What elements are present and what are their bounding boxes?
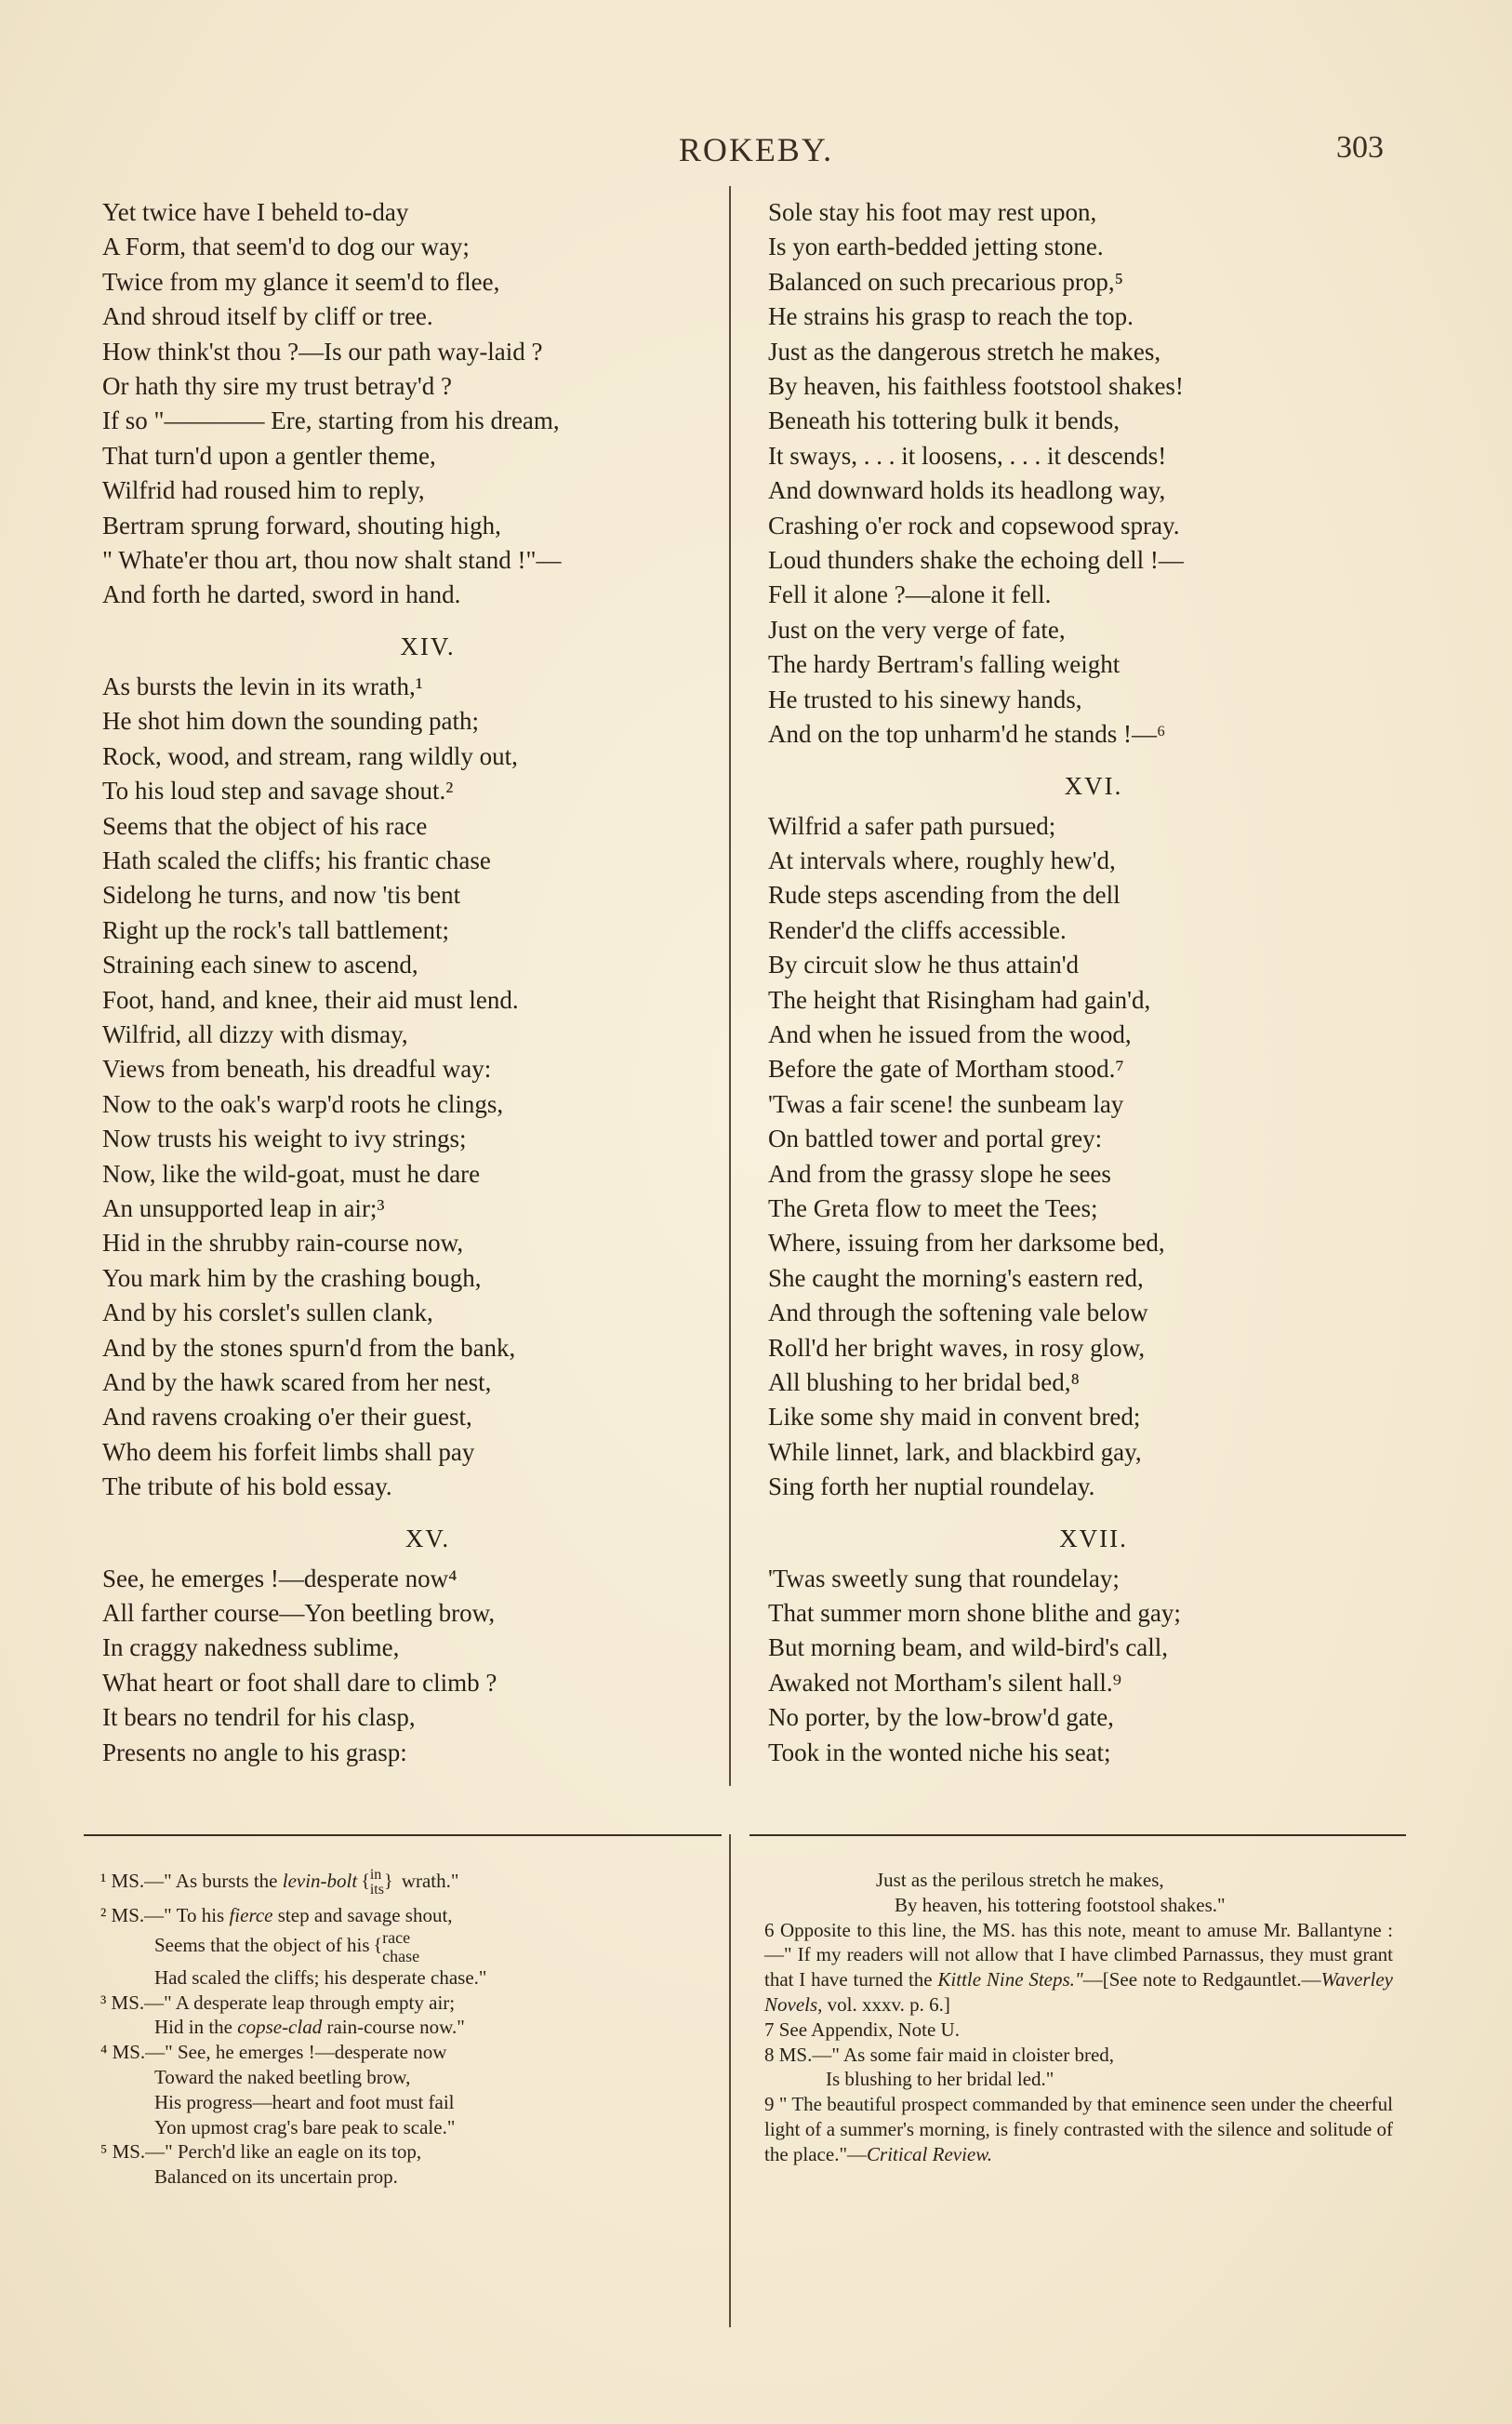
verse-line: Before the gate of Mortham stood.⁷ <box>768 1055 1124 1084</box>
verse-line: Balanced on such precarious prop,⁵ <box>768 267 1124 296</box>
verse-line: On battled tower and portal grey: <box>768 1125 1103 1153</box>
footnote-column-divider <box>729 1834 731 2327</box>
footnote-8: 8 MS.—" As some fair maid in cloister bred, <box>764 2043 1115 2066</box>
running-title: ROKEBY. <box>678 131 834 168</box>
verse-line: The height that Risingham had gain'd, <box>768 985 1151 1014</box>
opening-lines <box>102 195 753 613</box>
verse-line: Render'd the cliffs accessible. <box>768 915 1067 944</box>
verse-line: That summer morn shone blithe and gay; <box>768 1599 1181 1628</box>
verse-line: And from the grassy slope he sees <box>768 1159 1111 1188</box>
footnote-9: 9 " The beautiful prospect commanded by that eminence seen under the cheerful light of a summer's morning, is finely contrasted with the silence and solitude of the place."—Critical Review. <box>764 2093 1393 2165</box>
footnote-4-line-3: His progress—heart and foot must fail <box>154 2090 455 2113</box>
verse-line: Wilfrid a safer path pursued; <box>768 811 1056 840</box>
verse-line: Just on the very verge of fate, <box>768 615 1066 644</box>
verse-line: By heaven, his faithless footstool shakes! <box>768 372 1184 401</box>
verse-line: 'Twas sweetly sung that roundelay; <box>768 1564 1120 1592</box>
verse-line: Roll'd her bright waves, in rosy glow, <box>768 1333 1146 1362</box>
verse-line: How think'st thou ?—Is our path way-laid ? <box>102 337 543 366</box>
verse-line: Presents no angle to his grasp: <box>102 1738 407 1766</box>
verse-line: Or hath thy sire my trust betray'd ? <box>102 372 453 401</box>
verse-line: Right up the rock's tall battlement; <box>102 915 450 944</box>
verse-line: Sole stay his foot may rest upon, <box>768 198 1097 226</box>
verse-line: Took in the wonted niche his seat; <box>768 1738 1111 1766</box>
verse-line: Wilfrid had roused him to reply, <box>102 476 425 505</box>
footnote-2: ² MS.—" To his fierce step and savage shout, <box>100 1904 453 1926</box>
verse-line: And ravens croaking o'er their guest, <box>102 1403 472 1432</box>
footnote-rule-left <box>84 1834 722 1836</box>
footnote-2-line-3: Had scaled the cliffs; his desperate chase." <box>154 1965 487 1989</box>
stanza-heading-xv: XV. <box>405 1524 451 1552</box>
verse-line: You mark him by the crashing bough, <box>102 1263 482 1292</box>
verse-line: A Form, that seem'd to dog our way; <box>102 233 470 261</box>
stanza-xvii <box>768 1562 1419 1770</box>
verse-line: Now to the oak's warp'd roots he clings, <box>102 1089 504 1118</box>
verse-line: As bursts the levin in its wrath,¹ <box>102 672 423 700</box>
verse-line: To his loud step and savage shout.² <box>102 777 454 806</box>
verse-line: He shot him down the sounding path; <box>102 707 479 736</box>
verse-line: Straining each sinew to ascend, <box>102 951 418 979</box>
verse-line: By circuit slow he thus attain'd <box>768 951 1080 979</box>
footnote-5-line-2: Balanced on its uncertain prop. <box>154 2165 398 2189</box>
verse-line: In craggy nakedness sublime, <box>102 1633 400 1662</box>
verse-line: While linnet, lark, and blackbird gay, <box>768 1437 1142 1466</box>
footnote-3: ³ MS.—" A desperate leap through empty air; <box>100 1991 456 2014</box>
footnote-5-continued-line-1: Just as the perilous stretch he makes, <box>876 1869 1164 1891</box>
stanza-xiv <box>102 670 753 1505</box>
verse-line: See, he emerges !—desperate now⁴ <box>102 1564 458 1592</box>
footnote-4-line-4: Yon upmost crag's bare peak to scale." <box>154 2115 456 2138</box>
verse-line: Wilfrid, all dizzy with dismay, <box>102 1019 408 1048</box>
footnotes-left <box>100 1868 714 2190</box>
stanza-heading-xvii: XVII. <box>1059 1524 1128 1552</box>
verse-line: But morning beam, and wild-bird's call, <box>768 1633 1169 1662</box>
verse-line: Twice from my glance it seem'd to flee, <box>102 267 500 296</box>
verse-line: The tribute of his bold essay. <box>102 1472 392 1501</box>
verse-line: No porter, by the low-brow'd gate, <box>768 1703 1114 1732</box>
verse-line: Sing forth her nuptial roundelay. <box>768 1472 1095 1501</box>
verse-line: It sways, . . . it loosens, . . . it descends! <box>768 441 1167 470</box>
left-column <box>102 195 753 1770</box>
footnote-7: 7 See Appendix, Note U. <box>764 2018 960 2041</box>
verse-line: Beneath his tottering bulk it bends, <box>768 406 1120 435</box>
stanza-xv <box>102 1562 753 1770</box>
verse-line: And forth he darted, sword in hand. <box>102 580 461 609</box>
stanza-xvi <box>768 809 1419 1505</box>
footnote-4: ⁴ MS.—" See, he emerges !—desperate now <box>100 2041 447 2064</box>
verse-line: Seems that the object of his race <box>102 811 428 840</box>
verse-line: Foot, hand, and knee, their aid must lend. <box>102 985 519 1014</box>
footnote-4-line-2: Toward the naked beetling brow, <box>154 2065 411 2088</box>
brace-variant: {in its} <box>361 1867 393 1898</box>
column-divider <box>729 186 731 1786</box>
verse-line: Rock, wood, and stream, rang wildly out, <box>102 741 518 770</box>
footnote-5-continued-line-2: By heaven, his tottering footstool shakes." <box>895 1893 1226 1916</box>
footnote-5: ⁵ MS.—" Perch'd like an eagle on its top, <box>100 2140 422 2164</box>
stanza-heading-xiv: XIV. <box>400 632 456 660</box>
verse-line: All blushing to her bridal bed,⁸ <box>768 1368 1080 1396</box>
footnotes-right <box>764 1868 1393 2167</box>
footnote-rule-right <box>749 1834 1406 1836</box>
verse-line: Is yon earth-bedded jetting stone. <box>768 233 1104 261</box>
footnote-6: 6 Opposite to this line, the MS. has this note, meant to amuse Mr. Ballantyne :—" If my readers will not allow that I have climbed Parnassus, they must grant that I have turned the Kittle Nine Steps."—[See note to Redgauntlet.—Waverley Novels, vol. xxxv. p. 6.] <box>764 1918 1393 2016</box>
verse-line: All farther course—Yon beetling brow, <box>102 1599 496 1628</box>
verse-line: If so "———— Ere, starting from his dream, <box>102 406 560 435</box>
verse-line: Hid in the shrubby rain-course now, <box>102 1229 464 1258</box>
brace-variant: {race chase <box>373 1927 420 1965</box>
verse-line: Awaked not Mortham's silent hall.⁹ <box>768 1668 1121 1697</box>
footnote-8-line-2: Is blushing to her bridal led." <box>826 2068 1054 2091</box>
verse-line: Rude steps ascending from the dell <box>768 881 1121 910</box>
stanza-heading-xvi: XVI. <box>1064 771 1123 800</box>
verse-line: Like some shy maid in convent bred; <box>768 1403 1141 1432</box>
verse-line: Loud thunders shake the echoing dell !— <box>768 546 1184 575</box>
verse-line: Yet twice have I beheld to-day <box>102 198 409 226</box>
right-column <box>768 195 1419 1770</box>
verse-line: Now, like the wild-goat, must he dare <box>102 1159 481 1188</box>
verse-line: Crashing o'er rock and copsewood spray. <box>768 511 1180 539</box>
verse-line: It bears no tendril for his clasp, <box>102 1703 416 1732</box>
verse-line: He strains his grasp to reach the top. <box>768 302 1134 331</box>
verse-line: Sidelong he turns, and now 'tis bent <box>102 881 461 910</box>
verse-line: She caught the morning's eastern red, <box>768 1263 1144 1292</box>
verse-line: And by the stones spurn'd from the bank, <box>102 1333 516 1362</box>
verse-line: And on the top unharm'd he stands !—⁶ <box>768 720 1166 749</box>
verse-line: " Whate'er thou art, thou now shalt stand !"— <box>102 546 562 575</box>
stanza-xv-continued <box>768 195 1419 753</box>
verse-line: Bertram sprung forward, shouting high, <box>102 511 501 539</box>
verse-line: The hardy Bertram's falling weight <box>768 650 1121 679</box>
verse-line: The Greta flow to meet the Tees; <box>768 1193 1098 1222</box>
verse-line: And when he issued from the wood, <box>768 1019 1132 1048</box>
verse-line: Fell it alone ?—alone it fell. <box>768 580 1052 609</box>
page-number: 303 <box>1336 130 1384 165</box>
verse-line: And by his corslet's sullen clank, <box>102 1299 433 1327</box>
verse-line: And downward holds its headlong way, <box>768 476 1166 505</box>
footnote-2-line-2: Seems that the object of his {race chase <box>154 1927 420 1965</box>
verse-line: Hath scaled the cliffs; his frantic chase <box>102 846 491 874</box>
verse-line: At intervals where, roughly hew'd, <box>768 846 1116 874</box>
footnote-1: ¹ MS.—" As bursts the levin-bolt {in its} wrath." <box>100 1867 459 1898</box>
verse-line: Views from beneath, his dreadful way: <box>102 1055 492 1084</box>
verse-line: Where, issuing from her darksome bed, <box>768 1229 1165 1258</box>
verse-line: And through the softening vale below <box>768 1299 1148 1327</box>
verse-line: And shroud itself by cliff or tree. <box>102 302 433 331</box>
verse-line: An unsupported leap in air;³ <box>102 1193 385 1222</box>
footnote-3-line-2: Hid in the copse-clad rain-course now." <box>154 2016 465 2039</box>
verse-line: And by the hawk scared from her nest, <box>102 1368 492 1396</box>
verse-line: What heart or foot shall dare to climb ? <box>102 1668 497 1697</box>
verse-line: Just as the dangerous stretch he makes, <box>768 337 1161 366</box>
verse-line: 'Twas a fair scene! the sunbeam lay <box>768 1089 1124 1118</box>
verse-line: Now trusts his weight to ivy strings; <box>102 1125 467 1153</box>
verse-line: He trusted to his sinewy hands, <box>768 685 1082 713</box>
verse-line: That turn'd upon a gentler theme, <box>102 441 436 470</box>
verse-line: Who deem his forfeit limbs shall pay <box>102 1437 475 1466</box>
